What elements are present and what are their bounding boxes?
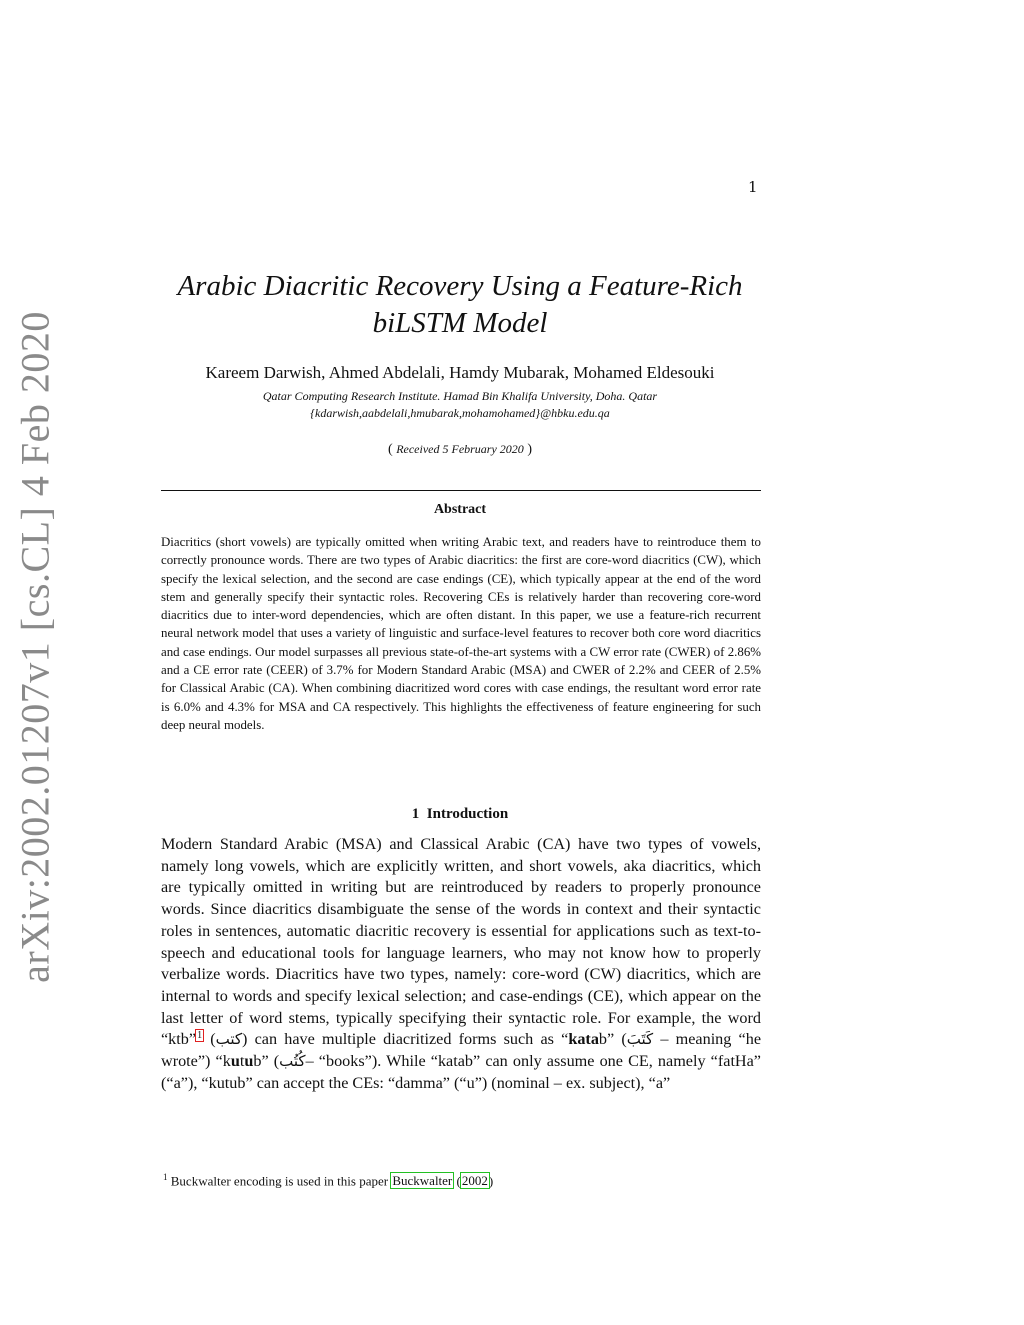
section-heading-introduction <box>160 806 760 823</box>
kutub-char: b <box>253 1052 262 1071</box>
abstract-body: Diacritics (short vowels) are typically omitted when writing Arabic text, and readers have to reintroduce them to correctly pronounce words. There are two types of Arabic diacritics: the first are core-word diacritics (CW), which specify the lexical selection, and the second are case endings (CE), which typically appear at the end of the word stem and generally specify their syntactic roles. Recovering CEs is relatively harder than recovering core-word diacritics due to inter-word dependencies, which are often distant. In this paper, we use a feature-rich recurrent neural network model that uses a variety of linguistic and surface-level features to recover both core word diacritics and case endings. Our model surpasses all previous state-of-the-art systems with a CW error rate (CWER) of 2.86% and a CE error rate (CEER) of 3.7% for Modern Standard Arabic (MSA) and CWER of 2.2% and CEER of 2.5% for Classical Arabic (CA). When combining diacritized word cores with case endings, the resultant word error rate is 6.0% and 4.3% for MSA and CA respectively. This highlights the effectiveness of feature engineering for such deep neural models. <box>161 535 761 732</box>
kutub-char: k <box>222 1052 231 1071</box>
katab-char: b <box>598 1030 607 1049</box>
kutub-char: t <box>239 1052 245 1071</box>
citation-link-author[interactable]: Buckwalter <box>392 1173 453 1189</box>
title-line-2: biLSTM Model <box>372 307 548 339</box>
katab-char: a <box>590 1030 599 1049</box>
received-open-paren: ( <box>388 442 393 457</box>
katab-char: k <box>568 1030 578 1049</box>
citation-link-year[interactable]: 2002 <box>461 1173 488 1189</box>
affiliation: Qatar Computing Research Institute. Hamad Bin Khalifa University, Doha. Qatar <box>262 389 658 403</box>
arxiv-identifier-stamp <box>10 311 60 983</box>
arabic-word-katab: كَتَبَ <box>626 1030 654 1049</box>
intro-text-3: – meaning “he wrote”) “ <box>161 1030 762 1071</box>
katab-char: a <box>577 1030 586 1049</box>
intro-text-2: can have multiple diacritized forms such as “ <box>254 1030 569 1049</box>
abstract-divider <box>161 490 761 491</box>
footnote-text: Buckwalter encoding is used in this paper <box>170 1173 389 1189</box>
footnote: $^1$ Buckwalter encoding is used in this paper Buckwalter (2002) <box>163 1172 494 1189</box>
footnote-reference-link[interactable]: 1 <box>197 1029 203 1041</box>
introduction-body: Modern Standard Arabic (MSA) and Classical Arabic (CA) have two types of vowels, namely long vowels, which are explicitly written, and short vowels, aka diacritics, which are typically omitted in writing but are reintroduced by readers to properly pronounce words. Since diacritics disambiguate the sense of the words in context and their syntactic roles in sentences, automatic diacritic recovery is essential for applications such as text-to-speech and educational tools for language learners, who may not know how to properly verbalize words. Diacritics have two types, namely: core-word (CW) diacritics, which are internal to words and specify lexical selection; and case-endings (CE), which appear on the last letter of word stems, typically specifying their syntactic role. For example, the word “ktb”$^1$ (كتب) can have multiple diacritized forms such as “katab” (كَتَبَ – meaning “he wrote”) “kutub” (كُتُب– “books”). While “katab” can only assume one CE, namely “fatHa” (“a”), “kutub” can accept the CEs: “damma” (“u”) (nominal – ex. subject), “a” <box>161 835 762 1092</box>
section-number: 1 <box>411 806 420 822</box>
section-title: Introduction <box>426 806 509 822</box>
arabic-word-ktb: كتب <box>215 1030 243 1049</box>
title-line-1: Arabic Diacritic Recovery Using a Feature-Rich <box>177 270 743 302</box>
footnote-mark: 1 <box>163 1172 168 1182</box>
arxiv-id-text: arXiv:2002.01207v1 [cs.CL] 4 Feb 2020 <box>12 311 58 983</box>
received-date <box>160 442 760 458</box>
intro-paragraph-text: Modern Standard Arabic (MSA) and Classical Arabic (CA) have two types of vowels, namely long vowels, which are explicitly written, and short vowels, aka diacritics, which are typically omitted in writing but are reintroduced by readers to properly pronounce words. Since diacritics disambiguate the sense of the words in context and their syntactic roles in sentences, automatic diacritic recovery is essential for applications such as text-to-speech and educational tools for language learners, who may not know how to properly verbalize words. Diacritics have two types, namely: core-word (CW) diacritics, which are internal to words and specify lexical selection; and case-endings (CE), which appear on the last letter of word stems, typically specifying their syntactic role. For example, the word “ktb” <box>161 835 761 1049</box>
received-text: Received 5 February 2020 <box>396 442 524 456</box>
intro-text-4: – “books”). While “katab” can only assume one CE, namely “fatHa” (“a”), “kutub” can accept the CEs: “damma” (“u”) (nominal – ex. subject), “a” <box>161 1052 761 1092</box>
katab-char: t <box>585 1030 591 1049</box>
page-number: 1 <box>748 178 758 196</box>
abstract-heading: Abstract <box>433 502 487 517</box>
author-list: Kareem Darwish, Ahmed Abdelali, Hamdy Mubarak, Mohamed Eldesouki <box>205 363 715 382</box>
author-emails: {kdarwish,aabdelali,hmubarak,mohamohamed}@hbku.edu.qa <box>310 406 610 420</box>
arabic-word-kutub: كُتُب <box>279 1052 306 1071</box>
received-close-paren: ) <box>527 442 532 457</box>
kutub-char: u <box>230 1052 240 1071</box>
kutub-char: u <box>244 1052 254 1071</box>
paper-title <box>160 268 760 342</box>
